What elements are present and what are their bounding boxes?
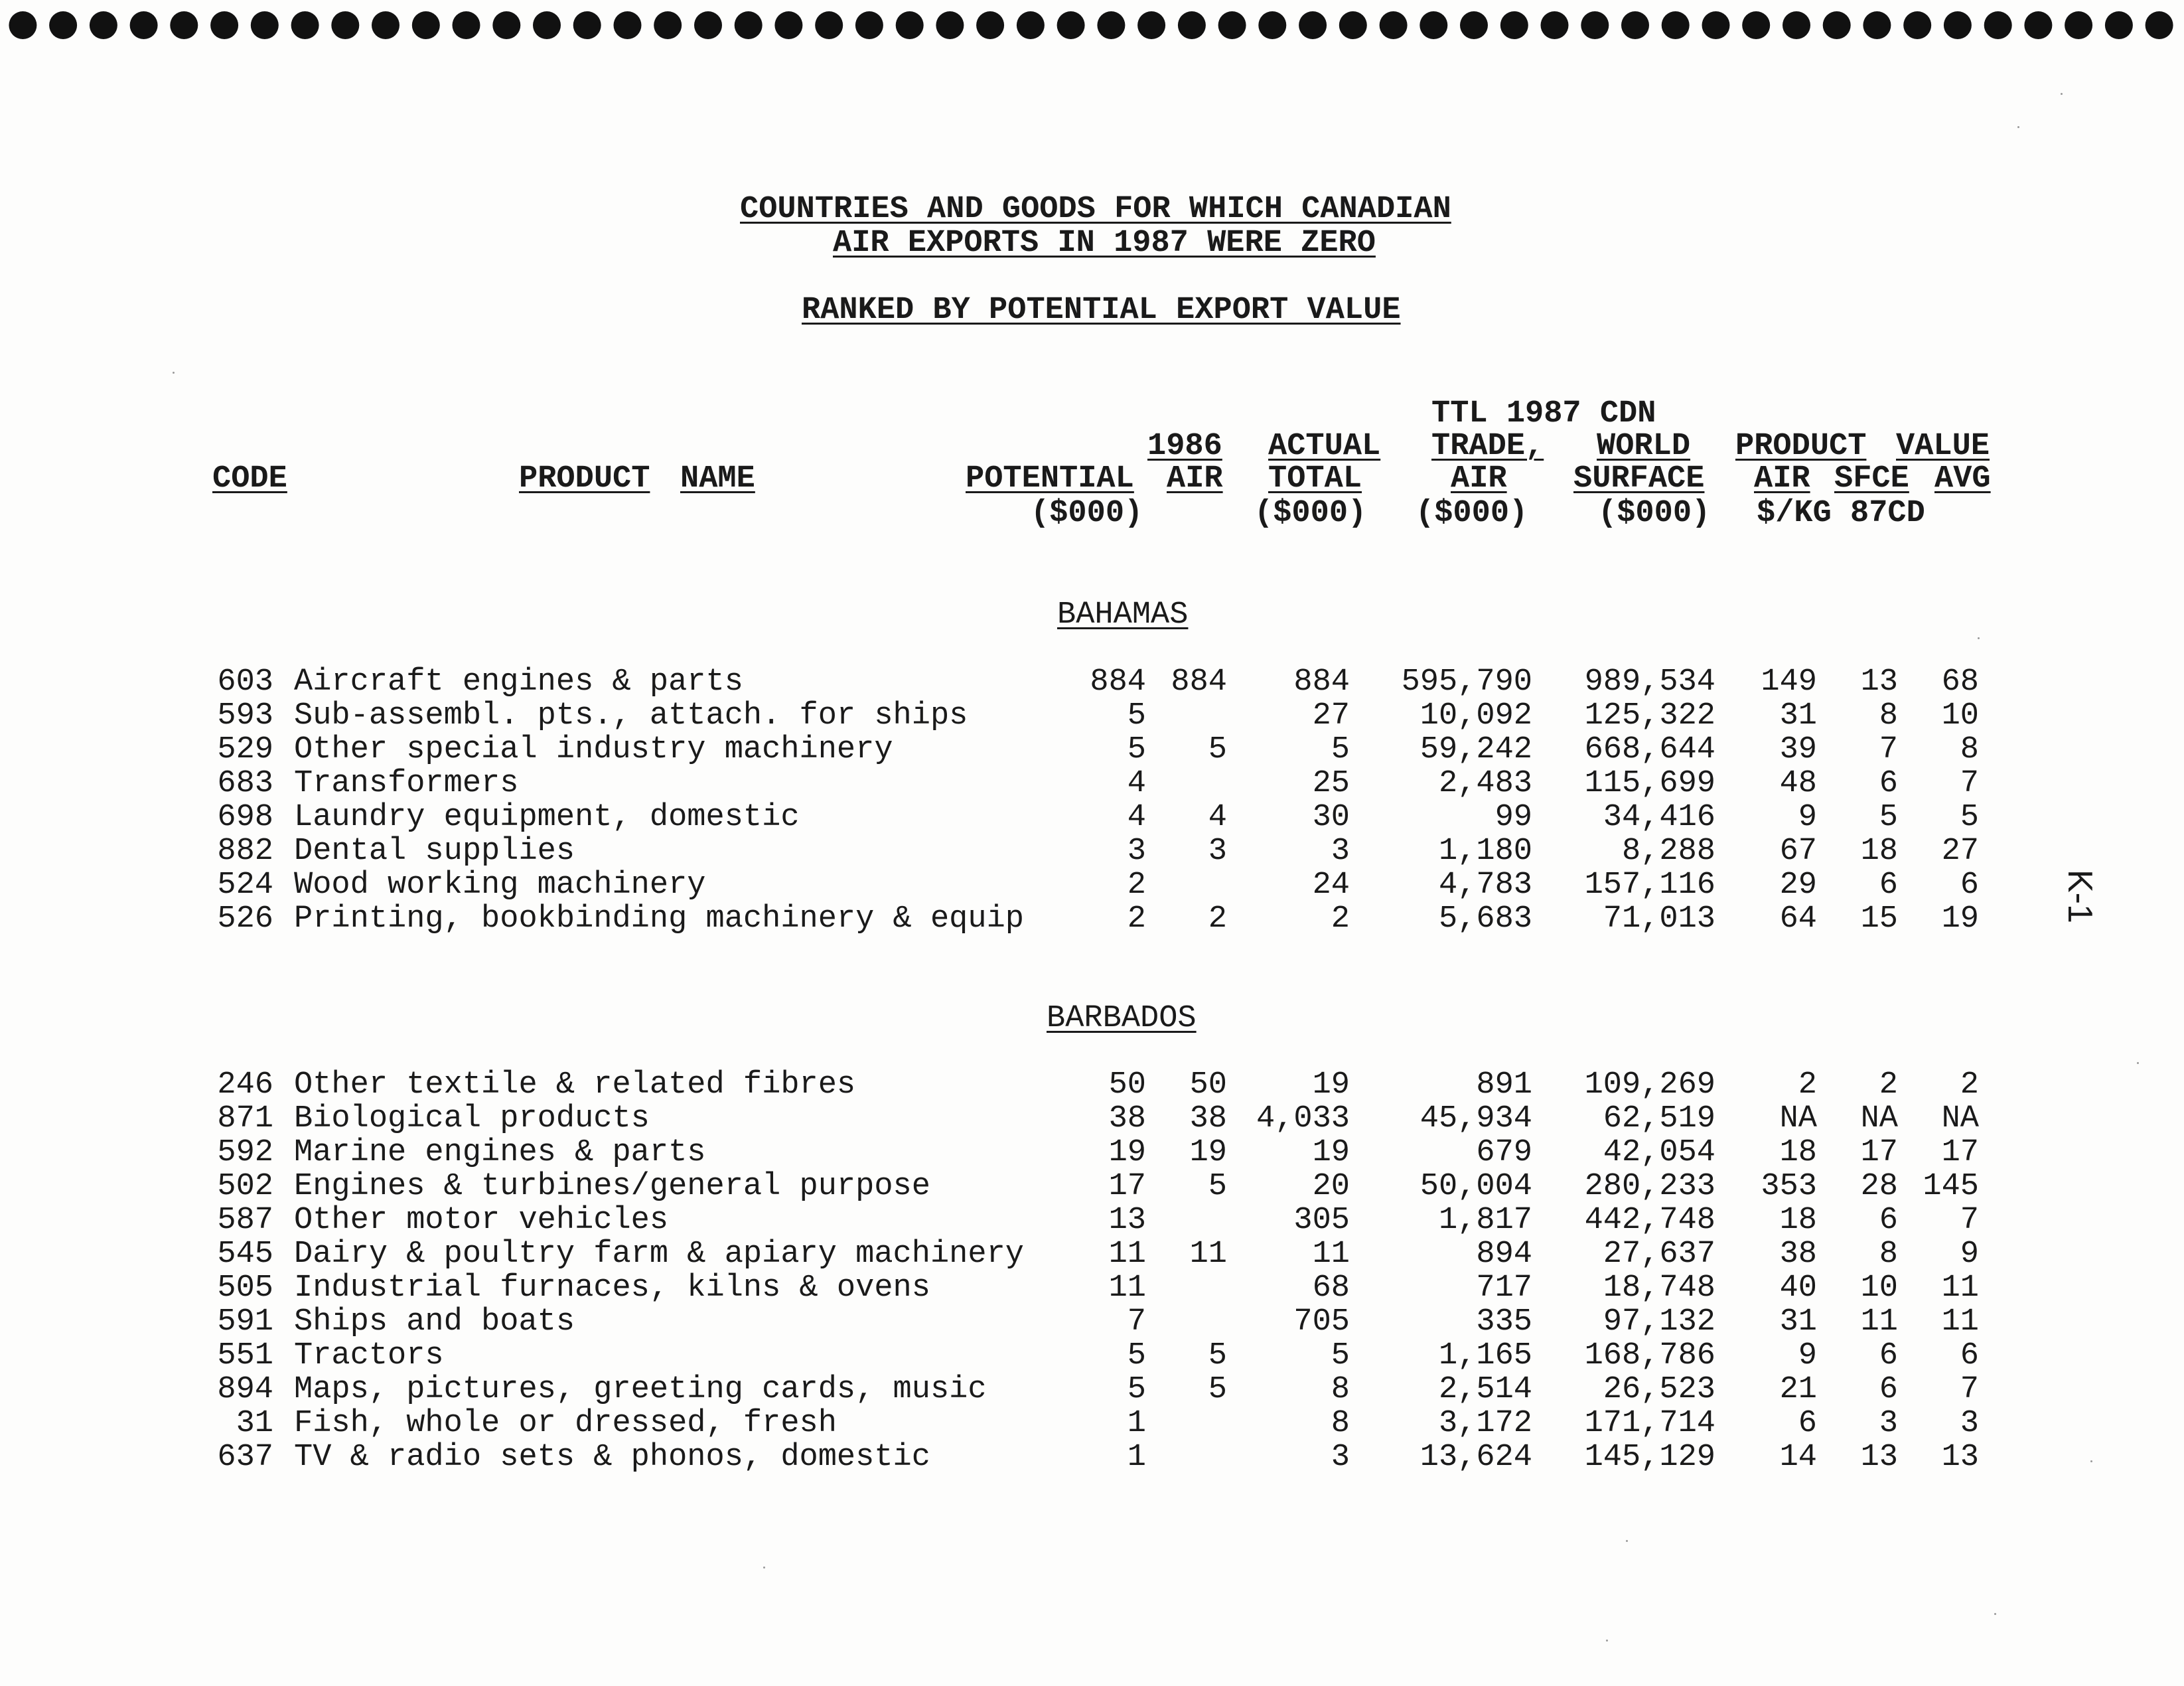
cell-world-surface: 34,416: [1603, 800, 1715, 835]
title-line-1: COUNTRIES AND GOODS FOR WHICH CANADIAN: [740, 192, 1451, 227]
cell-code: 529: [217, 732, 273, 767]
punch-hole: [492, 11, 520, 39]
cell-product-air: 21: [1779, 1372, 1817, 1407]
cell-code: 591: [217, 1304, 273, 1340]
cell-actual-total: 27: [1312, 698, 1350, 733]
header-potential-unit: ($000): [1031, 496, 1143, 531]
cell-potential: 5: [1127, 1338, 1146, 1373]
punch-hole: [1017, 11, 1045, 39]
header-trade-air: AIR: [1451, 461, 1507, 497]
cell-1986-air: 2: [1208, 901, 1227, 937]
cell-product-air: 38: [1779, 1237, 1817, 1272]
cell-product-air: 2: [1798, 1067, 1817, 1103]
punch-hole: [694, 11, 722, 39]
cell-product-air: 39: [1779, 732, 1817, 767]
punch-hole: [896, 11, 924, 39]
cell-potential: 5: [1127, 698, 1146, 733]
cell-product-name: TV & radio sets & phonos, domestic: [294, 1440, 930, 1475]
cell-product-name: Other special industry machinery: [294, 732, 893, 767]
cell-trade-air: 10,092: [1420, 698, 1532, 733]
cell-value-avg: 11: [1941, 1304, 1979, 1340]
cell-product-air: 149: [1761, 664, 1817, 700]
cell-sfce: 11: [1860, 1304, 1898, 1340]
cell-product-name: Other textile & related fibres: [294, 1067, 856, 1103]
cell-1986-air: 11: [1189, 1237, 1227, 1272]
cell-code: 551: [217, 1338, 273, 1373]
cell-sfce: 6: [1879, 1338, 1898, 1373]
cell-actual-total: 19: [1312, 1067, 1350, 1103]
cell-trade-air: 59,242: [1420, 732, 1532, 767]
cell-value-avg: 7: [1960, 766, 1979, 801]
punch-hole: [2146, 11, 2173, 39]
punch-hole: [130, 11, 158, 39]
punch-hole: [9, 11, 36, 39]
cell-sfce: 6: [1879, 868, 1898, 903]
header-1986-air: AIR: [1167, 461, 1223, 497]
cell-actual-total: 3: [1331, 834, 1350, 869]
cell-product-name: Ships and boats: [294, 1304, 575, 1340]
header-trade: TRADE,: [1431, 429, 1544, 464]
cell-value-avg: 27: [1941, 834, 1979, 869]
cell-sfce: 2: [1879, 1067, 1898, 1103]
punch-hole: [1541, 11, 1569, 39]
header-product: PRODUCT: [519, 461, 650, 497]
cell-sfce: 6: [1879, 1203, 1898, 1238]
cell-world-surface: 125,322: [1584, 698, 1715, 733]
cell-sfce: 13: [1860, 1440, 1898, 1475]
cell-potential: 4: [1127, 766, 1146, 801]
punch-hole: [735, 11, 763, 39]
punch-hole: [976, 11, 1004, 39]
punch-hole: [533, 11, 561, 39]
cell-product-air: 6: [1798, 1406, 1817, 1441]
cell-sfce: 3: [1879, 1406, 1898, 1441]
cell-product-name: Dental supplies: [294, 834, 575, 869]
cell-world-surface: 115,699: [1584, 766, 1715, 801]
cell-product-name: Tractors: [294, 1338, 444, 1373]
cell-trade-air: 2,514: [1438, 1372, 1532, 1407]
header-product-air-sfce: PRODUCT: [1735, 429, 1867, 464]
cell-world-surface: 62,519: [1603, 1101, 1715, 1136]
punch-hole: [1702, 11, 1730, 39]
punch-hole: [1420, 11, 1447, 39]
cell-1986-air: 5: [1208, 1338, 1227, 1373]
cell-value-avg: 6: [1960, 868, 1979, 903]
cell-world-surface: 168,786: [1584, 1338, 1715, 1373]
punch-hole: [251, 11, 279, 39]
cell-trade-air: 5,683: [1438, 901, 1532, 937]
cell-sfce: NA: [1860, 1101, 1898, 1136]
cell-sfce: 10: [1860, 1270, 1898, 1306]
punch-hole: [1863, 11, 1891, 39]
cell-world-surface: 171,714: [1584, 1406, 1715, 1441]
cell-actual-total: 19: [1312, 1135, 1350, 1170]
cell-code: 603: [217, 664, 273, 700]
cell-value-avg: 6: [1960, 1338, 1979, 1373]
header-ttl-1987-cdn: TTL 1987 CDN: [1431, 396, 1656, 431]
cell-product-air: 29: [1779, 868, 1817, 903]
cell-value-avg: 19: [1941, 901, 1979, 937]
cell-sfce: 5: [1879, 800, 1898, 835]
cell-value-avg: 68: [1941, 664, 1979, 700]
cell-value-avg: 3: [1960, 1406, 1979, 1441]
cell-value-avg: 13: [1941, 1440, 1979, 1475]
punch-hole: [1057, 11, 1085, 39]
punch-hole: [1783, 11, 1810, 39]
cell-actual-total: 11: [1312, 1237, 1350, 1272]
cell-code: 545: [217, 1237, 273, 1272]
punch-hole: [49, 11, 77, 39]
punch-hole: [936, 11, 964, 39]
cell-trade-air: 717: [1476, 1270, 1532, 1306]
cell-product-air: 64: [1779, 901, 1817, 937]
cell-1986-air: 4: [1208, 800, 1227, 835]
cell-value-avg: 17: [1941, 1135, 1979, 1170]
cell-product-air: 353: [1761, 1169, 1817, 1204]
cell-code: 882: [217, 834, 273, 869]
page-number: K-1: [2061, 870, 2099, 923]
cell-world-surface: 157,116: [1584, 868, 1715, 903]
punch-hole: [1500, 11, 1528, 39]
title-line-2: AIR EXPORTS IN 1987 WERE ZERO: [833, 226, 1376, 261]
cell-product-name: Maps, pictures, greeting cards, music: [294, 1372, 987, 1407]
cell-product-name: Laundry equipment, domestic: [294, 800, 800, 835]
cell-world-surface: 145,129: [1584, 1440, 1715, 1475]
subtitle: RANKED BY POTENTIAL EXPORT VALUE: [802, 293, 1401, 328]
punch-hole: [90, 11, 117, 39]
punch-hole: [1984, 11, 2012, 39]
cell-sfce: 18: [1860, 834, 1898, 869]
cell-sfce: 17: [1860, 1135, 1898, 1170]
cell-potential: 2: [1127, 901, 1146, 937]
punch-hole: [331, 11, 359, 39]
punch-hole: [2024, 11, 2052, 39]
cell-value-avg: 10: [1941, 698, 1979, 733]
punch-hole: [1662, 11, 1690, 39]
cell-trade-air: 679: [1476, 1135, 1532, 1170]
cell-potential: 50: [1108, 1067, 1146, 1103]
cell-actual-total: 8: [1331, 1406, 1350, 1441]
cell-1986-air: 884: [1171, 664, 1227, 700]
cell-actual-total: 5: [1331, 732, 1350, 767]
cell-trade-air: 335: [1476, 1304, 1532, 1340]
cell-product-name: Other motor vehicles: [294, 1203, 669, 1238]
cell-product-name: Printing, bookbinding machinery & equip: [294, 901, 1024, 937]
cell-product-air: 31: [1779, 698, 1817, 733]
punch-hole: [1581, 11, 1609, 39]
cell-product-air: 40: [1779, 1270, 1817, 1306]
cell-actual-total: 2: [1331, 901, 1350, 937]
cell-code: 871: [217, 1101, 273, 1136]
punch-hole: [1258, 11, 1286, 39]
cell-product-air: 9: [1798, 1338, 1817, 1373]
cell-potential: 1: [1127, 1406, 1146, 1441]
cell-1986-air: 5: [1208, 732, 1227, 767]
cell-product-air: NA: [1779, 1101, 1817, 1136]
cell-actual-total: 8: [1331, 1372, 1350, 1407]
cell-1986-air: 38: [1189, 1101, 1227, 1136]
cell-product-air: 18: [1779, 1203, 1817, 1238]
cell-world-surface: 42,054: [1603, 1135, 1715, 1170]
cell-code: 592: [217, 1135, 273, 1170]
punch-hole: [1137, 11, 1165, 39]
cell-value-avg: 5: [1960, 800, 1979, 835]
cell-world-surface: 668,644: [1584, 732, 1715, 767]
header-surface: SURFACE: [1573, 461, 1705, 497]
cell-1986-air: 5: [1208, 1169, 1227, 1204]
cell-trade-air: 1,817: [1438, 1203, 1532, 1238]
cell-1986-air: 19: [1189, 1135, 1227, 1170]
cell-potential: 5: [1127, 732, 1146, 767]
cell-code: 587: [217, 1203, 273, 1238]
cell-sfce: 28: [1860, 1169, 1898, 1204]
punch-hole: [1903, 11, 1931, 39]
cell-potential: 2: [1127, 868, 1146, 903]
cell-value-avg: 9: [1960, 1237, 1979, 1272]
punch-hole: [1823, 11, 1851, 39]
cell-product-name: Sub-assembl. pts., attach. for ships: [294, 698, 968, 733]
cell-potential: 19: [1108, 1135, 1146, 1170]
cell-product-air: 48: [1779, 766, 1817, 801]
cell-trade-air: 50,004: [1420, 1169, 1532, 1204]
cell-actual-total: 20: [1312, 1169, 1350, 1204]
cell-product-name: Biological products: [294, 1101, 650, 1136]
cell-value-avg: 2: [1960, 1067, 1979, 1103]
header-sfce: SFCE: [1834, 461, 1909, 497]
cell-sfce: 7: [1879, 732, 1898, 767]
cell-value-avg: 7: [1960, 1203, 1979, 1238]
punch-hole: [1339, 11, 1367, 39]
cell-code: 505: [217, 1270, 273, 1306]
cell-world-surface: 109,269: [1584, 1067, 1715, 1103]
header-value: VALUE: [1896, 429, 1990, 464]
cell-potential: 5: [1127, 1372, 1146, 1407]
cell-1986-air: 3: [1208, 834, 1227, 869]
cell-trade-air: 891: [1476, 1067, 1532, 1103]
cell-potential: 17: [1108, 1169, 1146, 1204]
cell-world-surface: 18,748: [1603, 1270, 1715, 1306]
header-world: WORLD: [1597, 429, 1691, 464]
cell-value-avg: NA: [1941, 1101, 1979, 1136]
cell-actual-total: 5: [1331, 1338, 1350, 1373]
cell-world-surface: 97,132: [1603, 1304, 1715, 1340]
cell-value-avg: 11: [1941, 1270, 1979, 1306]
cell-code: 894: [217, 1372, 273, 1407]
cell-actual-total: 24: [1312, 868, 1350, 903]
header-trade-unit: ($000): [1416, 496, 1528, 531]
header-prod-air: AIR: [1754, 461, 1810, 497]
punch-hole: [1218, 11, 1246, 39]
header-1986: 1986: [1147, 429, 1222, 464]
punch-hole: [573, 11, 601, 39]
cell-trade-air: 99: [1494, 800, 1532, 835]
cell-potential: 11: [1108, 1270, 1146, 1306]
cell-sfce: 8: [1879, 1237, 1898, 1272]
punch-hole: [1380, 11, 1408, 39]
cell-product-air: 67: [1779, 834, 1817, 869]
cell-trade-air: 3,172: [1438, 1406, 1532, 1441]
header-total-unit: ($000): [1254, 496, 1367, 531]
punch-hole: [1944, 11, 1972, 39]
cell-product-air: 14: [1779, 1440, 1817, 1475]
cell-sfce: 13: [1860, 664, 1898, 700]
punch-hole: [210, 11, 238, 39]
cell-code: 31: [236, 1406, 273, 1441]
cell-sfce: 15: [1860, 901, 1898, 937]
punch-hole: [291, 11, 319, 39]
cell-code: 683: [217, 766, 273, 801]
cell-product-air: 9: [1798, 800, 1817, 835]
cell-world-surface: 280,233: [1584, 1169, 1715, 1204]
cell-code: 698: [217, 800, 273, 835]
punch-hole: [815, 11, 843, 39]
cell-world-surface: 26,523: [1603, 1372, 1715, 1407]
punch-hole: [1460, 11, 1488, 39]
cell-actual-total: 4,033: [1256, 1101, 1350, 1136]
cell-trade-air: 894: [1476, 1237, 1532, 1272]
cell-1986-air: 50: [1189, 1067, 1227, 1103]
country-heading: BAHAMAS: [1057, 597, 1189, 633]
cell-value-avg: 145: [1923, 1169, 1979, 1204]
cell-product-name: Engines & turbines/general purpose: [294, 1169, 930, 1204]
cell-trade-air: 595,790: [1401, 664, 1532, 700]
cell-trade-air: 1,165: [1438, 1338, 1532, 1373]
cell-product-name: Fish, whole or dressed, fresh: [294, 1406, 837, 1441]
header-surface-unit: ($000): [1598, 496, 1711, 531]
cell-product-name: Dairy & poultry farm & apiary machinery: [294, 1237, 1024, 1272]
cell-potential: 11: [1108, 1237, 1146, 1272]
header-kg-87cd: $/KG 87CD: [1757, 496, 1925, 531]
cell-potential: 4: [1127, 800, 1146, 835]
punch-hole: [1742, 11, 1770, 39]
punch-hole: [855, 11, 883, 39]
punch-hole: [372, 11, 400, 39]
header-potential: POTENTIAL: [966, 461, 1134, 497]
header-actual: ACTUAL: [1268, 429, 1381, 464]
cell-product-air: 31: [1779, 1304, 1817, 1340]
cell-value-avg: 8: [1960, 732, 1979, 767]
punch-hole: [614, 11, 642, 39]
cell-world-surface: 71,013: [1603, 901, 1715, 937]
cell-trade-air: 13,624: [1420, 1440, 1532, 1475]
punch-hole: [1097, 11, 1125, 39]
cell-product-air: 18: [1779, 1135, 1817, 1170]
country-heading: BARBADOS: [1047, 1001, 1197, 1036]
punch-hole: [2065, 11, 2092, 39]
cell-actual-total: 25: [1312, 766, 1350, 801]
cell-actual-total: 305: [1293, 1203, 1350, 1238]
cell-actual-total: 884: [1293, 664, 1350, 700]
cell-world-surface: 989,534: [1584, 664, 1715, 700]
punch-hole: [1178, 11, 1206, 39]
cell-sfce: 6: [1879, 1372, 1898, 1407]
punch-hole: [412, 11, 440, 39]
punch-hole: [654, 11, 682, 39]
header-name: NAME: [680, 461, 755, 497]
tractor-feed-holes: [3, 9, 2179, 41]
cell-world-surface: 27,637: [1603, 1237, 1715, 1272]
cell-potential: 13: [1108, 1203, 1146, 1238]
cell-trade-air: 4,783: [1438, 868, 1532, 903]
header-total: TOTAL: [1268, 461, 1362, 497]
cell-product-name: Marine engines & parts: [294, 1135, 706, 1170]
punch-hole: [2105, 11, 2133, 39]
cell-code: 524: [217, 868, 273, 903]
cell-product-name: Aircraft engines & parts: [294, 664, 743, 700]
punch-hole: [1299, 11, 1327, 39]
cell-world-surface: 442,748: [1584, 1203, 1715, 1238]
cell-actual-total: 705: [1293, 1304, 1350, 1340]
header-avg: AVG: [1934, 461, 1991, 497]
cell-code: 246: [217, 1067, 273, 1103]
cell-potential: 7: [1127, 1304, 1146, 1340]
cell-trade-air: 2,483: [1438, 766, 1532, 801]
cell-value-avg: 7: [1960, 1372, 1979, 1407]
cell-code: 593: [217, 698, 273, 733]
cell-potential: 884: [1090, 664, 1146, 700]
cell-product-name: Wood working machinery: [294, 868, 706, 903]
cell-trade-air: 1,180: [1438, 834, 1532, 869]
cell-potential: 1: [1127, 1440, 1146, 1475]
cell-sfce: 8: [1879, 698, 1898, 733]
punch-hole: [774, 11, 802, 39]
cell-actual-total: 68: [1312, 1270, 1350, 1306]
cell-actual-total: 3: [1331, 1440, 1350, 1475]
cell-actual-total: 30: [1312, 800, 1350, 835]
header-code: CODE: [212, 461, 287, 497]
cell-potential: 38: [1108, 1101, 1146, 1136]
punch-hole: [170, 11, 198, 39]
cell-1986-air: 5: [1208, 1372, 1227, 1407]
cell-sfce: 6: [1879, 766, 1898, 801]
punch-hole: [453, 11, 480, 39]
cell-code: 637: [217, 1440, 273, 1475]
cell-code: 502: [217, 1169, 273, 1204]
cell-potential: 3: [1127, 834, 1146, 869]
cell-world-surface: 8,288: [1621, 834, 1715, 869]
cell-code: 526: [217, 901, 273, 937]
cell-product-name: Transformers: [294, 766, 519, 801]
cell-product-name: Industrial furnaces, kilns & ovens: [294, 1270, 930, 1306]
cell-trade-air: 45,934: [1420, 1101, 1532, 1136]
punch-hole: [1621, 11, 1649, 39]
